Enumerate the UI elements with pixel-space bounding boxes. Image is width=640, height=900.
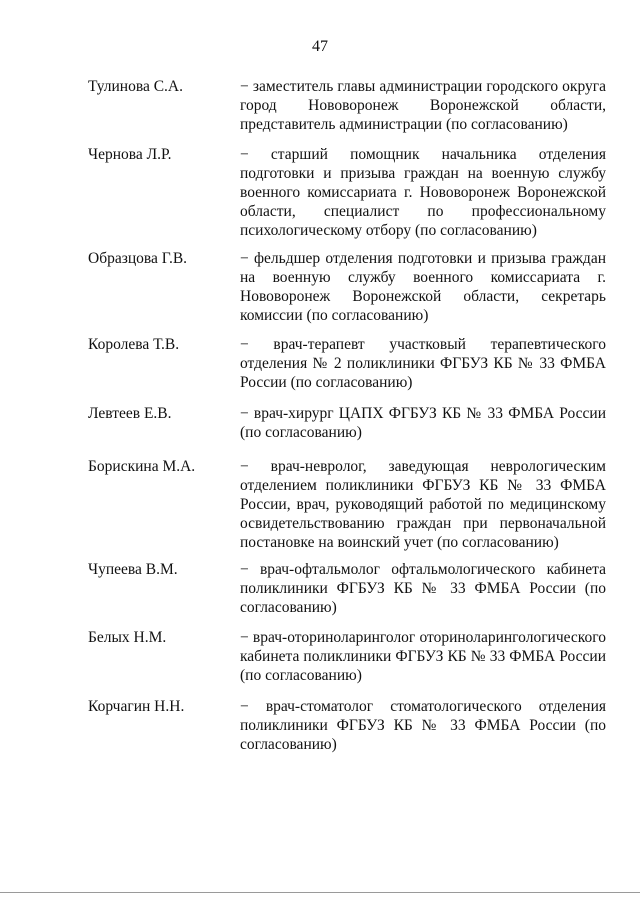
member-name: Королева Т.В.	[88, 336, 180, 353]
member-name: Чернова Л.Р.	[88, 146, 172, 163]
member-role: − врач-невролог, заведующая неврологическим отделением поликлиники ФГБУЗ КБ № 33 ФМБА России, врач, руководящий работой по медицинскому освидетельствованию граждан при первоначальной постановке на воинский учет (по согласованию)	[240, 458, 606, 551]
member-role: − фельдшер отделения подготовки и призыва граждан на военную службу военного комиссариата г. Нововоронеж Воронежской области, секретарь комиссии (по согласованию)	[240, 250, 606, 324]
member-name: Белых Н.М.	[88, 629, 167, 646]
member-role: − врач-терапевт участковый терапевтического отделения № 2 поликлиники ФГБУЗ КБ № 33 ФМБА России (по согласованию)	[240, 336, 606, 391]
page-bottom-edge	[0, 892, 640, 893]
member-role: − врач-оториноларинголог оториноларингологического кабинета поликлиники ФГБУЗ КБ № 33 ФМБА России (по согласованию)	[240, 629, 606, 684]
page-number: 47	[312, 38, 328, 55]
member-role: − врач-хирург ЦАПХ ФГБУЗ КБ № 33 ФМБА России (по согласованию)	[240, 405, 606, 441]
member-name: Борискина М.А.	[88, 458, 196, 475]
member-role: − врач-стоматолог стоматологического отделения поликлиники ФГБУЗ КБ № 33 ФМБА России (по согласованию)	[240, 698, 606, 753]
member-role: − заместитель главы администрации городского округа город Нововоронеж Воронежской области, представитель администрации (по согласованию)	[240, 78, 606, 133]
member-role: − старший помощник начальника отделения подготовки и призыва граждан на военную службу военного комиссариата г. Нововоронеж Воронежской области, специалист по профессиональному психологическому отбору (по согласованию)	[240, 146, 606, 239]
member-name: Левтеев Е.В.	[88, 405, 172, 422]
member-name: Тулинова С.А.	[88, 78, 183, 95]
member-name: Корчагин Н.Н.	[88, 698, 185, 715]
member-name: Чупеева В.М.	[88, 561, 178, 578]
member-role: − врач-офтальмолог офтальмологического кабинета поликлиники ФГБУЗ КБ № 33 ФМБА России (по согласованию)	[240, 561, 606, 616]
member-name: Образцова Г.В.	[88, 250, 188, 267]
